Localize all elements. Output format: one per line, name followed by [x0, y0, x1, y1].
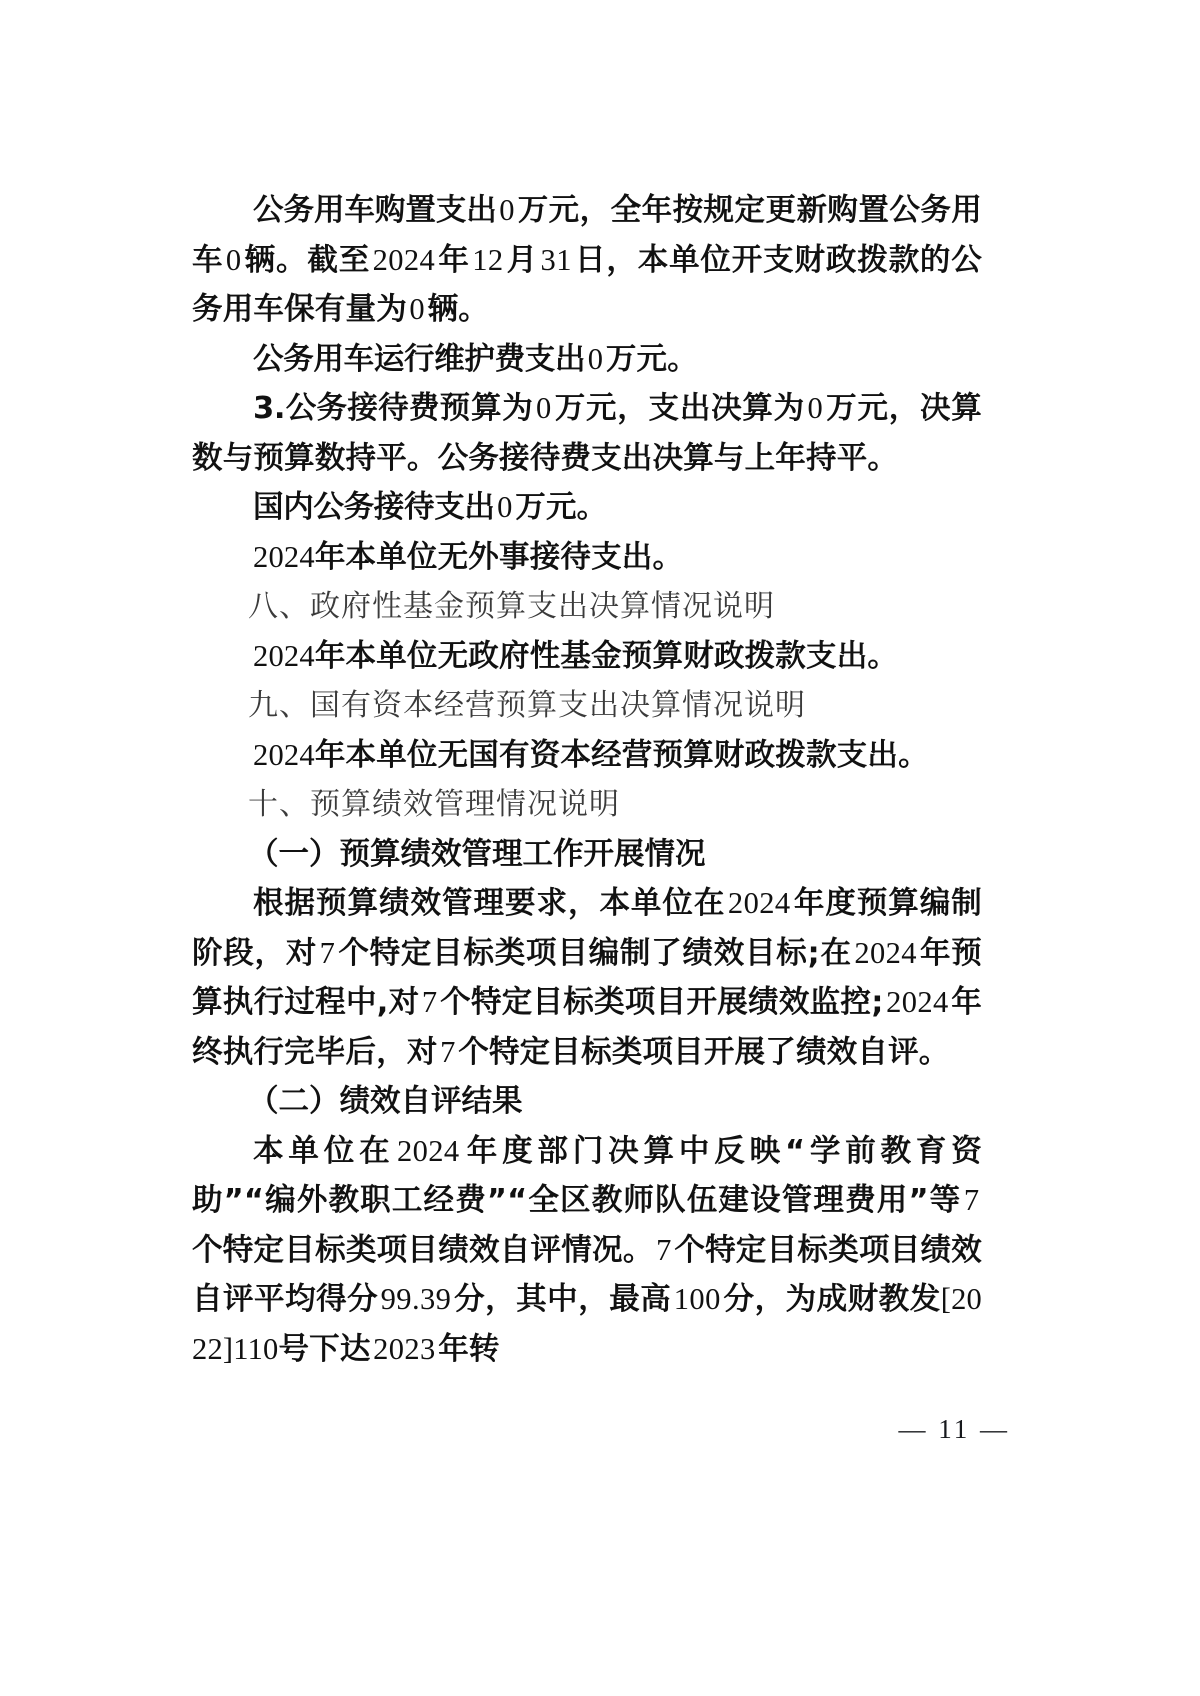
section-heading-9: 九、国有资本经营预算支出决算情况说明 — [248, 689, 806, 722]
project-name-quoted: “编外教职工经费” — [243, 1183, 508, 1218]
year-value: 2024 — [253, 638, 315, 673]
max-score-value: 100 — [673, 1282, 721, 1316]
paragraph-text: 年本单位无国有资本经营预算财政拨款支出。 — [314, 737, 929, 773]
year-value: 2024 — [253, 539, 315, 574]
amount-value: 0 — [587, 341, 604, 376]
document-reference-number: [2022]110 — [192, 1282, 982, 1366]
section-heading-10: 十、预算绩效管理情况说明 — [248, 788, 620, 821]
year-value: 2024 — [854, 935, 917, 970]
paragraph-text: 分，其中，最高 — [453, 1282, 672, 1317]
average-score-value: 99.39 — [380, 1282, 452, 1316]
paragraph-section-9-body — [192, 731, 982, 781]
paragraph-subsection-2-body — [192, 1127, 982, 1375]
year-value: 2024 — [396, 1133, 460, 1168]
paragraph-text: 年 — [437, 242, 470, 278]
paragraph-text: 年预算执行过程中,对 — [192, 935, 982, 1020]
paragraph-text: 万元，支出决算为 — [554, 391, 805, 426]
paragraph-no-foreign-reception — [192, 533, 982, 583]
paragraph-text: 号下达 — [278, 1331, 371, 1367]
paragraph-text: 个特定目标类项目编制了绩效目标;在 — [337, 935, 852, 971]
page-number: — 11 — — [898, 1414, 1010, 1444]
amount-value: 0 — [497, 490, 513, 524]
paragraph-text: 年本单位无政府性基金预算财政拨款支出。 — [314, 638, 899, 674]
project-count-value: 7 — [963, 1183, 980, 1217]
project-count-value: 7 — [656, 1232, 672, 1267]
paragraph-official-reception — [192, 384, 982, 483]
paragraph-lead-label: 国内公务接待支出 — [253, 490, 495, 525]
month-value: 12 — [472, 242, 504, 277]
paragraph-text: 本单位在 — [253, 1133, 395, 1169]
paragraph-vehicle-purchase — [192, 186, 982, 335]
year-value: 2024 — [886, 985, 949, 1019]
paragraph-lead-label: 3.公务接待费 — [253, 391, 440, 426]
year-value: 2024 — [727, 886, 791, 920]
paragraph-text: 年度预算编制阶段，对 — [192, 886, 982, 971]
paragraph-text: 年度部门决算中反映 — [462, 1133, 785, 1169]
year-value: 2024 — [253, 737, 315, 772]
paragraph-text: 万元，全年按规定更新购置公务用车 — [192, 193, 983, 278]
paragraph-lead-label: 公务用车购置支出 — [253, 193, 497, 228]
project-name-quoted: “学前教育资助” — [192, 1133, 982, 1218]
year-value: 2024 — [372, 242, 436, 277]
paragraph-lead-label: 公务用车运行维护费支出 — [253, 341, 586, 377]
day-value: 31 — [540, 242, 572, 277]
final-amount-value: 0 — [807, 391, 824, 425]
paragraph-text: 月 — [506, 242, 539, 278]
paragraph-text: 年终执行完毕后，对 — [192, 985, 983, 1070]
paragraph-section-8-body — [192, 632, 982, 682]
paragraph-text: 万元。 — [515, 490, 608, 525]
subsection-heading-1: （一）预算绩效管理工作开展情况 — [248, 836, 706, 872]
vehicle-count-value: 0 — [225, 242, 242, 277]
subsection-heading-2: （二）绩效自评结果 — [248, 1084, 523, 1119]
section-heading-8: 八、政府性基金预算支出决算情况说明 — [248, 590, 775, 623]
amount-value: 0 — [499, 193, 515, 227]
vehicle-stock-value: 0 — [409, 292, 426, 326]
paragraph-text: 辆。截至 — [244, 242, 371, 278]
paragraph-text: 个特定目标类项目开展了绩效自评。 — [458, 1034, 950, 1070]
project-count-value: 7 — [421, 985, 438, 1019]
budget-amount-value: 0 — [536, 391, 552, 425]
project-name-quoted: “全区教师队伍建设管理费用” — [507, 1183, 929, 1218]
paragraph-text: 根据预算绩效管理要求，本单位在 — [253, 886, 726, 921]
paragraph-text: 个特定目标类项目绩效自评平均得分 — [192, 1232, 983, 1317]
paragraph-text: 年本单位无外事接待支出。 — [314, 539, 684, 575]
document-body — [192, 186, 982, 1374]
paragraph-domestic-reception — [192, 483, 982, 533]
paragraph-vehicle-maintenance — [192, 335, 982, 385]
paragraph-text: 年转 — [438, 1331, 500, 1367]
project-count-value: 7 — [440, 1034, 456, 1069]
paragraph-text: 分，为成财教发 — [723, 1282, 941, 1317]
paragraph-text: 预算为 — [439, 391, 534, 426]
paragraph-text: 万元，决算数与预算数持平。公务接待费支出决算与上年持平。 — [192, 391, 982, 476]
year-value: 2023 — [373, 1331, 436, 1366]
paragraph-text: 万元。 — [605, 341, 698, 377]
project-count-value: 7 — [319, 935, 336, 970]
paragraph-text: 日，本单位开支财政拨款的公务用车保有量为 — [192, 242, 982, 327]
paragraph-subsection-1-body — [192, 879, 982, 1077]
paragraph-text: 等 — [928, 1183, 962, 1218]
paragraph-text: 辆。 — [427, 292, 489, 327]
paragraph-text: 个特定目标类项目开展绩效监控; — [440, 985, 884, 1020]
paragraph-text: 个特定目标类项目绩效自评情况。 — [192, 1232, 654, 1268]
